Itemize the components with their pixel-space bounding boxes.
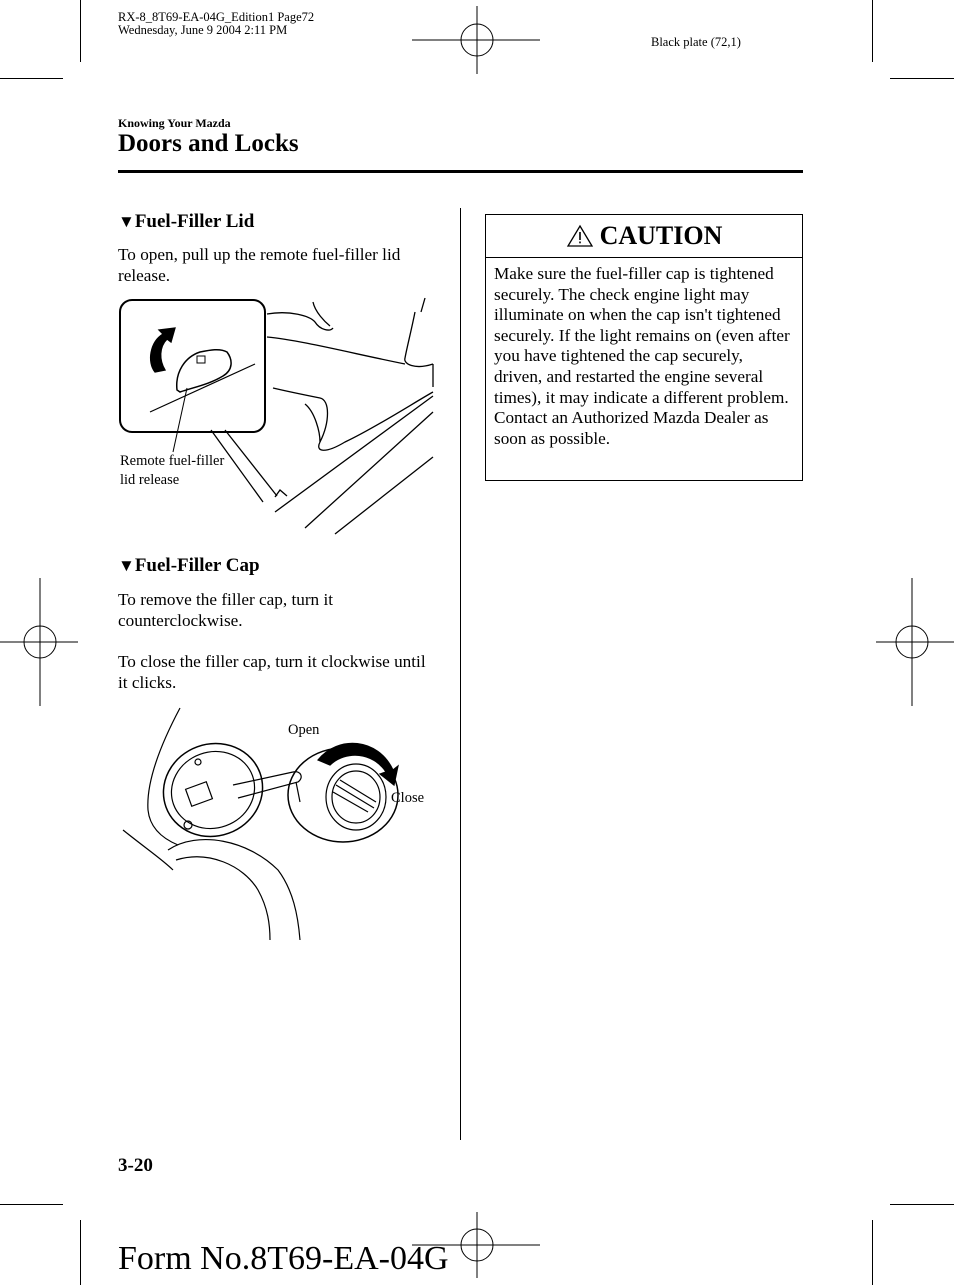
cap-heading <box>118 555 260 577</box>
warning-triangle-icon <box>566 224 594 248</box>
caution-box <box>485 214 803 481</box>
fuel-filler-cap-illustration <box>118 700 438 945</box>
print-header-plate: Black plate (72,1) <box>651 35 741 49</box>
cap-heading-text: Fuel-Filler Cap <box>134 555 260 576</box>
title-rule <box>118 170 803 173</box>
caution-title: CAUTION <box>599 221 723 250</box>
form-number: Form No.8T69-EA-04G <box>118 1240 449 1277</box>
page-title: Doors and Locks <box>118 130 299 157</box>
lid-heading-text: Fuel-Filler Lid <box>134 211 255 232</box>
print-header-file: RX-8_8T69-EA-04G_Edition1 Page72 <box>118 10 315 24</box>
triangle-marker-icon: ▼ <box>118 212 135 231</box>
column-divider <box>460 208 461 1140</box>
lid-heading <box>118 211 254 233</box>
lid-callout-line1: Remote fuel-filler <box>120 453 225 469</box>
cap-label-open: Open <box>288 722 320 738</box>
section-label: Knowing Your Mazda <box>118 116 231 130</box>
print-header-date: Wednesday, June 9 2004 2:11 PM <box>118 23 288 37</box>
cap-text-remove: To remove the filler cap, turn it counterclockwise. <box>118 590 333 630</box>
lid-text: To open, pull up the remote fuel-filler lid release. <box>118 245 401 285</box>
page-number: 3-20 <box>118 1155 153 1176</box>
fuel-lid-release-illustration <box>115 292 437 537</box>
lid-callout-line2: lid release <box>120 472 180 488</box>
caution-header <box>486 215 802 258</box>
caution-text: Make sure the fuel-filler cap is tightened securely. The check engine light may illuminate on when the cap isn't tightened securely. If the light remains on (even after you have tightened the cap securely, driven, and restarted the engine several times), it may indicate a different problem. Contact an Authorized Mazda Dealer as soon as possible. <box>494 264 790 448</box>
triangle-marker-icon: ▼ <box>118 556 135 575</box>
cap-label-close: Close <box>391 790 425 806</box>
cap-text-close: To close the filler cap, turn it clockwise until it clicks. <box>118 652 426 692</box>
